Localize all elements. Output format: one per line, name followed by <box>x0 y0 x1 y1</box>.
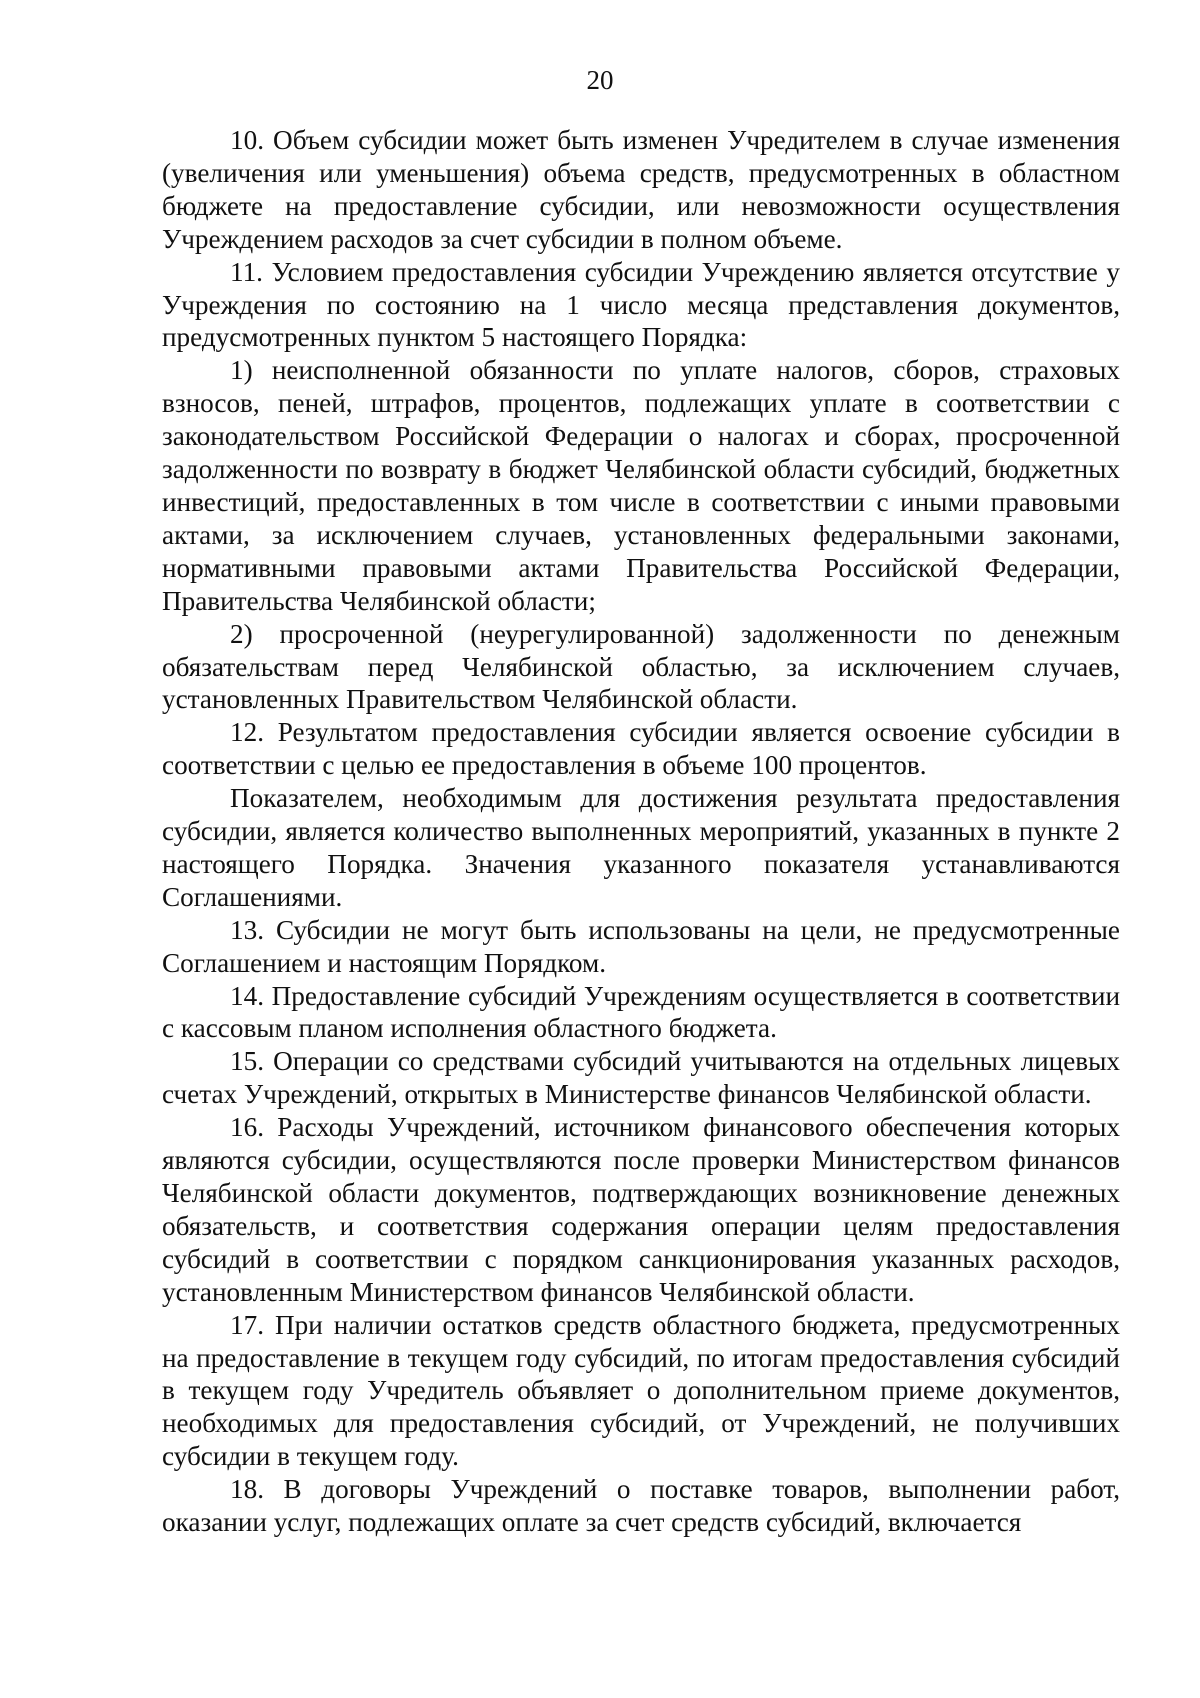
page-number: 20 <box>586 65 614 95</box>
paragraph-11-item-1: 1) неисполненной обязанности по уплате налогов, сборов, страховых взносов, пеней, штрафов, процентов, подлежащих уплате в соответствии с законодательством Российской Федерации о налогах и сборах, просроченной задолженности по возврату в бюджет Челябинской области субсидий, бюджетных инвестиций, предоставленных в том числе в соответствии с иными правовыми актами, за исключением случаев, установленных федеральными законами, нормативными правовыми актами Правительства Российской Федерации, Правительства Челябинской области; <box>162 355 1120 616</box>
document-body <box>162 124 1120 1539</box>
paragraph-15: 15. Операции со средствами субсидий учитываются на отдельных лицевых счетах Учреждений, открытых в Министерстве финансов Челябинской области. <box>162 1046 1120 1110</box>
paragraph-16: 16. Расходы Учреждений, источником финансового обеспечения которых являются субсидии, осуществляются после проверки Министерством финансов Челябинской области документов, подтверждающих возникновение денежных обязательств, и соответствия содержания операции целям предоставления субсидий в соответствии с порядком санкционирования указанных расходов, установленным Министерством финансов Челябинской области. <box>162 1112 1120 1307</box>
paragraph-12-indicator: Показателем, необходимым для достижения результата предоставления субсидии, является количество выполненных мероприятий, указанных в пункте 2 настоящего Порядка. Значения указанного показателя устанавливаются Соглашениями. <box>162 783 1120 912</box>
paragraph-17: 17. При наличии остатков средств областного бюджета, предусмотренных на предоставление в текущем году субсидий, по итогам предоставления субсидий в текущем году Учредитель объявляет о дополнительном приеме документов, необходимых для предоставления субсидий, от Учреждений, не получивших субсидии в текущем году. <box>162 1309 1120 1472</box>
paragraph-13: 13. Субсидии не могут быть использованы на цели, не предусмотренные Соглашением и настоящим Порядком. <box>162 914 1120 978</box>
paragraph-11-item-2: 2) просроченной (неурегулированной) задолженности по денежным обязательствам перед Челябинской областью, за исключением случаев, установленных Правительством Челябинской области. <box>162 618 1120 715</box>
paragraph-12: 12. Результатом предоставления субсидии является освоение субсидии в соответствии с целью ее предоставления в объеме 100 процентов. <box>162 717 1120 781</box>
paragraph-14: 14. Предоставление субсидий Учреждениям осуществляется в соответствии с кассовым планом исполнения областного бюджета. <box>162 980 1120 1044</box>
paragraph-10: 10. Объем субсидии может быть изменен Учредителем в случае изменения (увеличения или уменьшения) объема средств, предусмотренных в областном бюджете на предоставление субсидии, или невозможности осуществления Учреждением расходов за счет субсидии в полном объеме. <box>162 125 1120 254</box>
paragraph-11: 11. Условием предоставления субсидии Учреждению является отсутствие у Учреждения по состоянию на 1 число месяца представления документов, предусмотренных пунктом 5 настоящего Порядка: <box>162 256 1120 353</box>
paragraph-18: 18. В договоры Учреждений о поставке товаров, выполнении работ, оказании услуг, подлежащих оплате за счет средств субсидий, включается <box>162 1474 1120 1538</box>
